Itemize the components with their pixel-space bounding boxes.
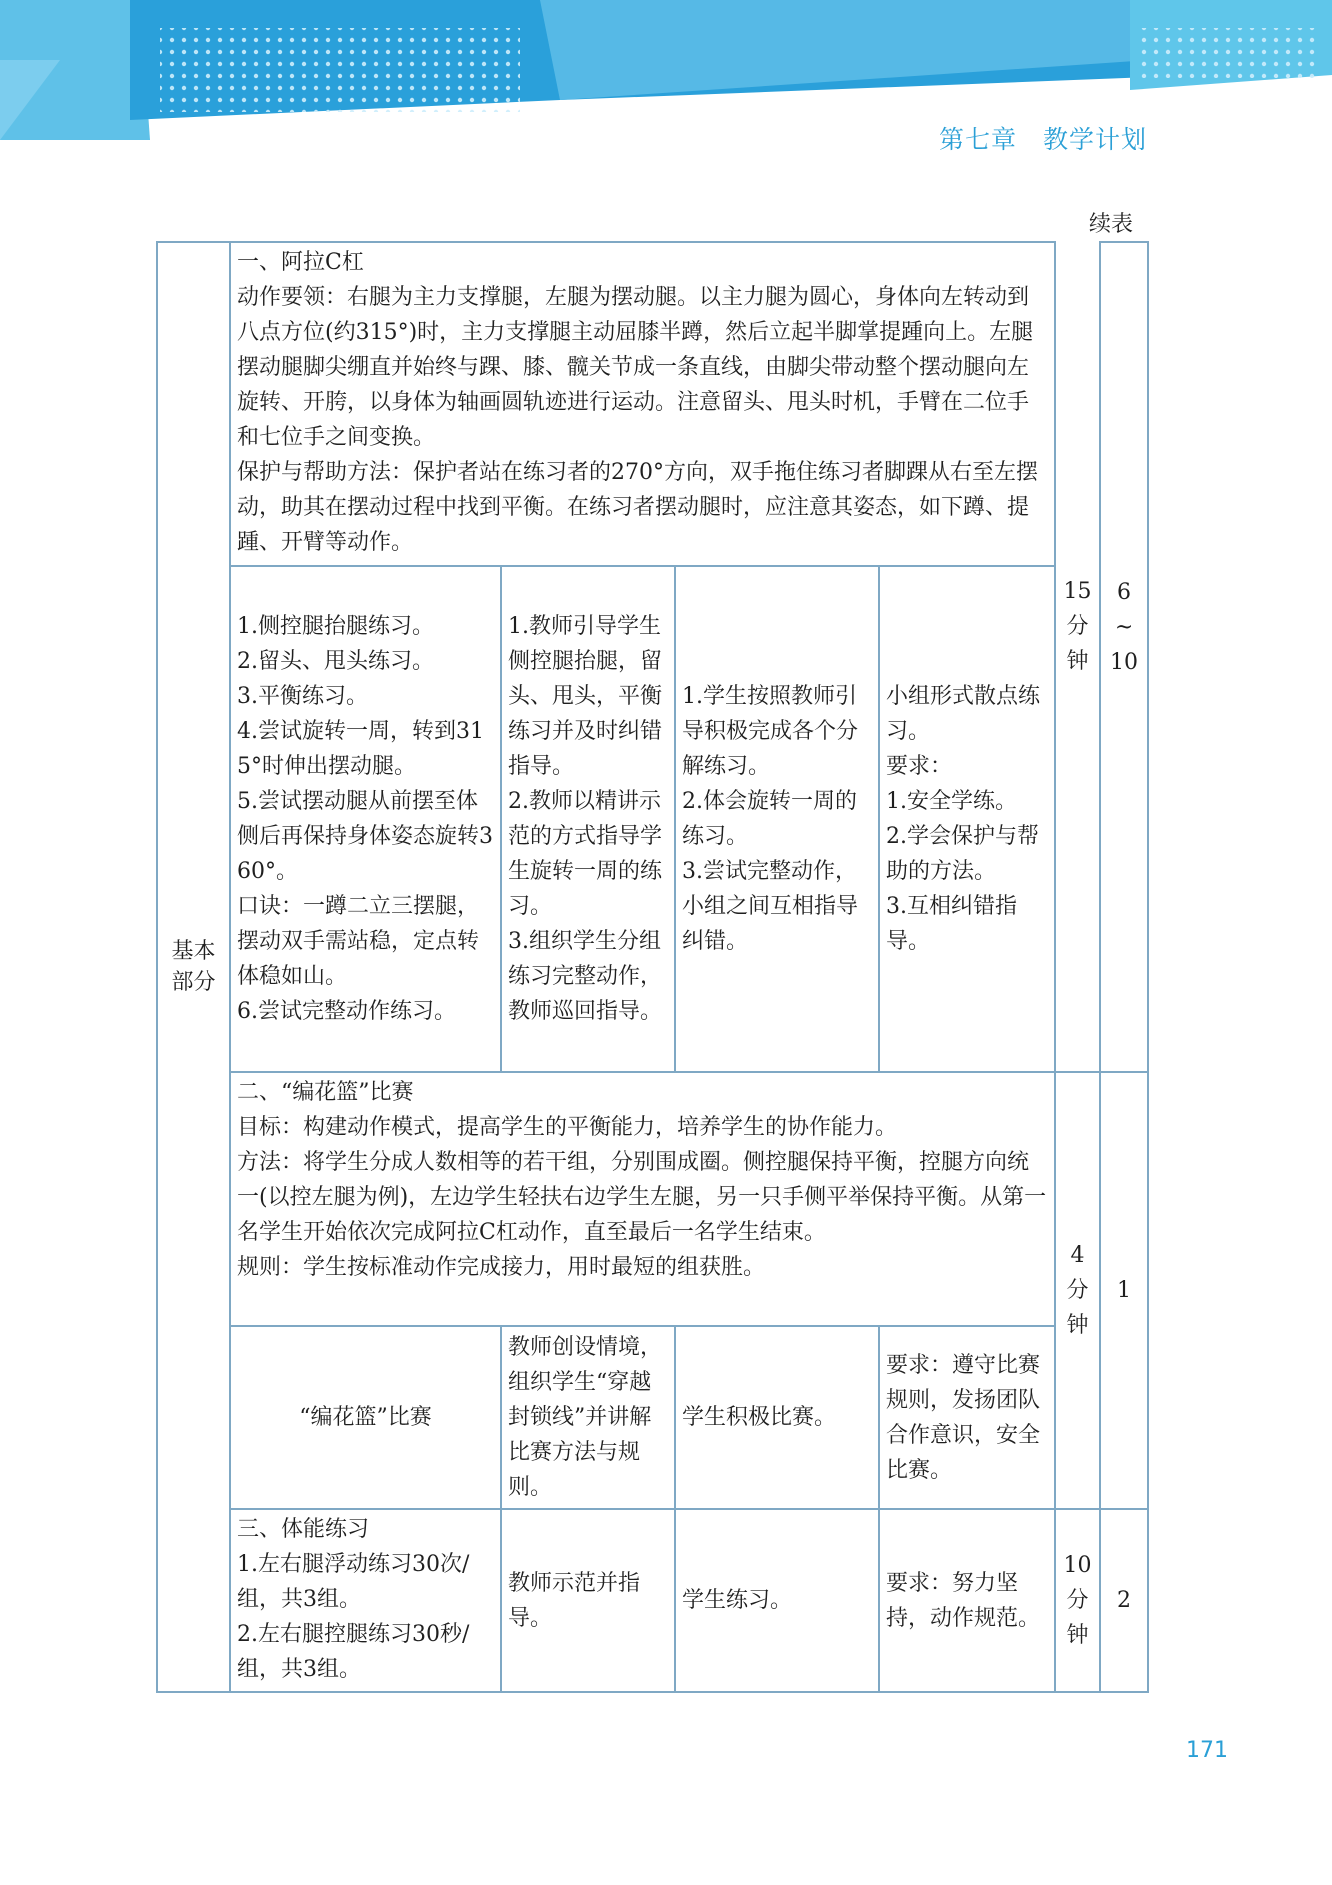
game-content-cell [230,1326,501,1509]
list-item: 3.平衡练习。 [237,684,368,709]
table-row [157,1326,1148,1509]
ala-time-cell [1055,242,1100,1072]
time-value: 4 [1070,1243,1085,1268]
game-student: 学生积极比赛。 [682,1405,837,1430]
chapter-title: 教学计划 [1042,125,1147,154]
game-description-cell [230,1072,1055,1326]
fitness-teacher: 教师示范并指导。 [508,1570,641,1631]
game-time-cell [1055,1072,1100,1509]
fitness-organization-cell [879,1509,1055,1692]
count-value: 10 [1110,649,1139,675]
list-item: 口诀：一蹲二立三摆腿，摆动双手需站稳，定点转体稳如山。 [237,894,480,989]
count-value: 6 [1117,579,1132,605]
list-item: 3.组织学生分组练习完整动作，教师巡回指导。 [508,929,663,1024]
game-organization: 要求：遵守比赛规则，发扬团队合作意识，安全比赛。 [886,1352,1041,1483]
count-value: 1 [1117,1278,1132,1303]
continued-label: 续表 [1089,212,1134,237]
time-unit: 钟 [1066,1623,1089,1648]
count-value: 2 [1117,1588,1132,1613]
fitness-title: 三、体能练习 [237,1517,370,1542]
ala-description-cell [230,242,1055,566]
ala-title: 一、阿拉C杠 [237,250,364,275]
time-value: 15 [1063,579,1092,604]
list-item: 2.教师以精讲示范的方式指导学生旋转一周的练习。 [508,789,663,919]
fitness-organization: 要求：努力坚持，动作规范。 [886,1570,1041,1631]
ala-paragraph: 动作要领：右腿为主力支撑腿，左腿为摆动腿。以主力腿为圆心，身体向左转动到八点方位(约315°)时，主力支撑腿主动屈膝半蹲，然后立起半脚掌提踵向上。左腿摆动腿脚尖绷直并始终与踝、膝、髋关节成一条直线，由脚尖带动整个摆动腿向左旋转、开胯，以身体为轴画圆轨迹进行运动。注意留头、甩头时机，手臂在二位手和七位手之间变换。 [237,285,1034,450]
ala-organization-cell [879,566,1055,1072]
list-item: 3.互相纠错指导。 [886,894,1017,954]
list-item: 1.侧控腿抬腿练习。 [237,614,434,639]
game-paragraph: 目标：构建动作模式，提高学生的平衡能力，培养学生的协作能力。 [237,1115,898,1140]
ala-student-cell [675,566,879,1072]
game-teacher: 教师创设情境，组织学生“穿越封锁线”并讲解比赛方法与规则。 [508,1335,663,1500]
time-unit: 分 [1066,1588,1089,1613]
chapter-heading [939,120,1147,156]
fitness-student: 学生练习。 [682,1588,793,1613]
list-item: 要求： [886,754,953,779]
list-item: 6.尝试完整动作练习。 [237,999,456,1024]
time-value: 10 [1063,1553,1092,1578]
ala-teacher-cell [501,566,675,1072]
game-count-cell [1100,1072,1148,1509]
list-item: 2.学会保护与帮助的方法。 [886,824,1039,884]
list-item: 1.学生按照教师引导积极完成各个分解练习。 [682,684,859,779]
section-label: 基本部分 [171,939,216,995]
list-item: 1.安全学练。 [886,789,1017,814]
time-unit: 分 [1066,1278,1089,1303]
list-item: 1.教师引导学生侧控腿抬腿，留头、甩头，平衡练习并及时纠错指导。 [508,614,663,779]
page-number: 171 [1186,1738,1228,1763]
table-row [157,242,1148,566]
game-organization-cell [879,1326,1055,1509]
time-unit: 钟 [1066,1313,1089,1338]
fitness-teacher-cell [501,1509,675,1692]
game-paragraph: 规则：学生按标准动作完成接力，用时最短的组获胜。 [237,1255,766,1280]
ala-count-cell [1100,242,1148,1072]
time-unit: 钟 [1066,649,1089,674]
fitness-student-cell [675,1509,879,1692]
game-teacher-cell [501,1326,675,1509]
lesson-plan-table [156,241,1149,1693]
list-item: 2.留头、甩头练习。 [237,649,434,674]
list-item: 4.尝试旋转一周，转到315°时伸出摆动腿。 [237,719,484,779]
list-item: 2.体会旋转一周的练习。 [682,789,857,849]
count-separator: ~ [1114,614,1134,640]
fitness-count-cell [1100,1509,1148,1692]
time-unit: 分 [1066,614,1089,639]
table-row [157,1072,1148,1326]
ala-content-cell [230,566,501,1072]
section-cell [157,242,230,1692]
list-item: 3.尝试完整动作，小组之间互相指导纠错。 [682,859,859,954]
list-item: 1.左右腿浮动练习30次/组，共3组。 [237,1552,470,1612]
list-item: 5.尝试摆动腿从前摆至体侧后再保持身体姿态旋转360°。 [237,789,493,884]
chapter-number: 第七章 [938,125,1017,154]
list-item: 小组形式散点练习。 [886,684,1041,744]
list-item: 2.左右腿控腿练习30秒/组，共3组。 [237,1622,470,1682]
header-banner [0,0,1332,140]
fitness-time-cell [1055,1509,1100,1692]
ala-paragraph: 保护与帮助方法：保护者站在练习者的270°方向，双手拖住练习者脚踝从右至左摆动，助其在摆动过程中找到平衡。在练习者摆动腿时，应注意其姿态，如下蹲、提踵、开臂等动作。 [237,460,1038,555]
game-content: “编花篮”比赛 [299,1405,432,1430]
game-title: 二、“编花篮”比赛 [237,1080,414,1105]
table-row [157,1509,1148,1692]
game-student-cell [675,1326,879,1509]
table-row [157,566,1148,1072]
fitness-content-cell [230,1509,501,1692]
game-paragraph: 方法：将学生分成人数相等的若干组，分别围成圈。侧控腿保持平衡，控腿方向统一(以控左腿为例)，左边学生轻扶右边学生左腿，另一只手侧平举保持平衡。从第一名学生开始依次完成阿拉C杠动作，直至最后一名学生结束。 [237,1150,1047,1245]
